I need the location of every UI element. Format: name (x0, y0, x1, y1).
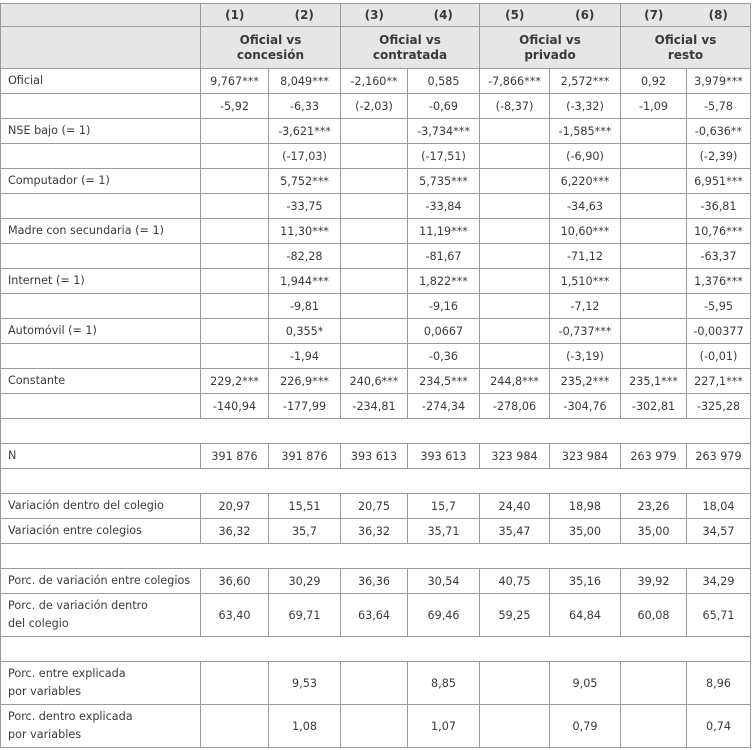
table-cell: (-0,01) (687, 344, 751, 369)
table-cell: -1,585*** (550, 119, 621, 144)
table-cell: -5,78 (687, 94, 751, 119)
table-cell: -63,37 (687, 244, 751, 269)
row-internet-t (1, 294, 751, 319)
table-cell: 0,585 (408, 69, 480, 94)
row-nse-t (1, 144, 751, 169)
column-number: (6) (550, 4, 621, 27)
table-cell: -0,00377 (687, 319, 751, 344)
table-cell: 63,40 (201, 594, 269, 637)
row-label: Internet (= 1) (1, 269, 201, 294)
table-cell (201, 269, 269, 294)
group-header-line1: Oficial vs (654, 32, 717, 47)
table-cell: 391 876 (269, 444, 341, 469)
table-cell: -140,94 (201, 394, 269, 419)
row-var-entre (1, 519, 751, 544)
row-label-line2: del colegio (8, 617, 69, 630)
table-cell: 36,32 (341, 519, 408, 544)
table-cell: 1,376*** (687, 269, 751, 294)
table-cell: 18,98 (550, 494, 621, 519)
row-porc-dentro (1, 594, 751, 637)
table-cell: -82,28 (269, 244, 341, 269)
table-cell: 40,75 (480, 569, 550, 594)
row-label: Constante (1, 369, 201, 394)
table-cell (480, 144, 550, 169)
table-cell: -36,81 (687, 194, 751, 219)
table-cell: 34,29 (687, 569, 751, 594)
table-cell: -0,69 (408, 94, 480, 119)
row-var-dentro (1, 494, 751, 519)
table-cell: 11,30*** (269, 219, 341, 244)
table-cell (201, 244, 269, 269)
table-cell (341, 294, 408, 319)
table-cell: 323 984 (480, 444, 550, 469)
table-cell: (-6,90) (550, 144, 621, 169)
table-cell: 8,049*** (269, 69, 341, 94)
column-number: (8) (687, 4, 751, 27)
table-cell (201, 119, 269, 144)
spacer-row (1, 419, 751, 444)
row-label: Variación dentro del colegio (1, 494, 201, 519)
row-porc-entre (1, 569, 751, 594)
table-cell: 1,822*** (408, 269, 480, 294)
table-cell: 30,54 (408, 569, 480, 594)
table-cell: 1,08 (269, 705, 341, 748)
table-cell: 0,79 (550, 705, 621, 748)
column-number: (1) (201, 4, 269, 27)
table-cell: 30,29 (269, 569, 341, 594)
table-cell: (-17,51) (408, 144, 480, 169)
table-cell: 35,00 (621, 519, 687, 544)
table-cell (201, 319, 269, 344)
table-cell: 18,04 (687, 494, 751, 519)
row-label (1, 94, 201, 119)
group-header-line1: Oficial vs (379, 32, 441, 47)
table-cell: -9,16 (408, 294, 480, 319)
table-cell: 65,71 (687, 594, 751, 637)
row-constante (1, 369, 751, 394)
table-cell: (-2,03) (341, 94, 408, 119)
table-cell: -5,92 (201, 94, 269, 119)
table-cell: 35,7 (269, 519, 341, 544)
group-header-line2: resto (667, 47, 704, 62)
table-cell: 240,6*** (341, 369, 408, 394)
table-cell: -3,621*** (269, 119, 341, 144)
table-cell: 59,25 (480, 594, 550, 637)
table-cell (341, 244, 408, 269)
table-cell: 10,76*** (687, 219, 751, 244)
table-cell: -71,12 (550, 244, 621, 269)
row-label-line2: por variables (8, 685, 82, 698)
table-cell: 35,47 (480, 519, 550, 544)
table-cell (480, 344, 550, 369)
table-cell (341, 705, 408, 748)
table-cell: 234,5*** (408, 369, 480, 394)
table-cell: 263 979 (687, 444, 751, 469)
table-cell: -81,67 (408, 244, 480, 269)
table-cell: 393 613 (408, 444, 480, 469)
table-cell (201, 294, 269, 319)
row-label (1, 705, 201, 748)
table-cell: 35,71 (408, 519, 480, 544)
row-constante-t (1, 394, 751, 419)
table-cell (480, 294, 550, 319)
row-label (1, 662, 201, 705)
table-cell: 63,64 (341, 594, 408, 637)
table-cell: -234,81 (341, 394, 408, 419)
table-cell: 2,572*** (550, 69, 621, 94)
table-cell: 263 979 (621, 444, 687, 469)
column-number: (3) (341, 4, 408, 27)
table-cell: 1,07 (408, 705, 480, 748)
row-label: Computador (= 1) (1, 169, 201, 194)
table-cell: 35,00 (550, 519, 621, 544)
table-cell: 15,7 (408, 494, 480, 519)
row-porc-entre-expl (1, 662, 751, 705)
table-cell: -5,95 (687, 294, 751, 319)
table-cell: 227,1*** (687, 369, 751, 394)
spacer-row (1, 469, 751, 494)
table-cell: 69,46 (408, 594, 480, 637)
table-cell (480, 705, 550, 748)
table-cell: 3,979*** (687, 69, 751, 94)
table-cell: 5,735*** (408, 169, 480, 194)
spacer-cell (201, 419, 751, 444)
table-cell: (-3,19) (550, 344, 621, 369)
row-label (1, 294, 201, 319)
row-label: Porc. de variación entre colegios (1, 569, 201, 594)
table-cell: 9,767*** (201, 69, 269, 94)
table-cell (621, 319, 687, 344)
column-number: (2) (269, 4, 341, 27)
row-label (1, 244, 201, 269)
table-cell (480, 244, 550, 269)
table-cell: 39,92 (621, 569, 687, 594)
table-cell (201, 144, 269, 169)
group-header-line2: concesión (236, 47, 305, 62)
header-column-numbers (1, 4, 751, 27)
row-automovil-t (1, 344, 751, 369)
table-cell (480, 119, 550, 144)
group-header (341, 27, 480, 69)
row-label-line1: Porc. dentro explicada (8, 710, 133, 723)
column-number: (4) (408, 4, 480, 27)
table-cell: 323 984 (550, 444, 621, 469)
row-label: Oficial (1, 69, 201, 94)
row-label (1, 194, 201, 219)
spacer-cell (1, 419, 201, 444)
table-cell: 0,355* (269, 319, 341, 344)
row-label: Madre con secundaria (= 1) (1, 219, 201, 244)
group-header-line2: contratada (372, 47, 448, 62)
column-number: (5) (480, 4, 550, 27)
row-nse (1, 119, 751, 144)
table-cell: 24,40 (480, 494, 550, 519)
row-porc-dentro-expl (1, 705, 751, 748)
table-cell: 20,97 (201, 494, 269, 519)
group-header-line1: Oficial vs (519, 32, 581, 47)
row-label-line1: Porc. entre explicada (8, 667, 126, 680)
table-cell: 69,71 (269, 594, 341, 637)
table-cell (201, 219, 269, 244)
group-header (621, 27, 751, 69)
table-cell (621, 244, 687, 269)
table-cell: 393 613 (341, 444, 408, 469)
table-cell: -325,28 (687, 394, 751, 419)
row-label-line2: por variables (8, 728, 82, 741)
table-cell: 0,92 (621, 69, 687, 94)
table-cell: 8,85 (408, 662, 480, 705)
row-label (1, 394, 201, 419)
table-cell: 6,220*** (550, 169, 621, 194)
table-cell: -304,76 (550, 394, 621, 419)
table-cell: -177,99 (269, 394, 341, 419)
header-corner (1, 27, 201, 69)
table-cell: 36,60 (201, 569, 269, 594)
table-cell: (-3,32) (550, 94, 621, 119)
spacer-cell (201, 637, 751, 662)
table-cell (341, 319, 408, 344)
table-cell (341, 662, 408, 705)
row-label: NSE bajo (= 1) (1, 119, 201, 144)
table-cell: -7,12 (550, 294, 621, 319)
table-cell (480, 194, 550, 219)
group-header (201, 27, 341, 69)
table-cell (480, 319, 550, 344)
table-cell: 64,84 (550, 594, 621, 637)
table-cell: 11,19*** (408, 219, 480, 244)
row-madre-t (1, 244, 751, 269)
table-cell (201, 169, 269, 194)
table-cell (201, 194, 269, 219)
table-cell: 229,2*** (201, 369, 269, 394)
table-cell: 244,8*** (480, 369, 550, 394)
table-cell (621, 169, 687, 194)
row-label (1, 144, 201, 169)
table-cell: -1,94 (269, 344, 341, 369)
row-label (1, 594, 201, 637)
table-cell: 1,944*** (269, 269, 341, 294)
table-cell: 20,75 (341, 494, 408, 519)
row-computador (1, 169, 751, 194)
row-madre (1, 219, 751, 244)
group-header-line1: Oficial vs (239, 32, 302, 47)
table-cell (341, 219, 408, 244)
row-n (1, 444, 751, 469)
row-label: N (1, 444, 201, 469)
regression-table (0, 3, 751, 748)
header-groups (1, 27, 751, 69)
table-cell: 10,60*** (550, 219, 621, 244)
table-cell (201, 662, 269, 705)
table-cell (201, 344, 269, 369)
table-cell: 34,57 (687, 519, 751, 544)
table-cell: -33,75 (269, 194, 341, 219)
spacer-cell (201, 544, 751, 569)
row-internet (1, 269, 751, 294)
table-cell: 23,26 (621, 494, 687, 519)
table-cell (621, 119, 687, 144)
spacer-row (1, 544, 751, 569)
spacer-cell (1, 544, 201, 569)
table-cell (621, 219, 687, 244)
table-cell (201, 705, 269, 748)
row-oficial (1, 69, 751, 94)
table-cell: -274,34 (408, 394, 480, 419)
table-cell (621, 344, 687, 369)
table-cell: -0,636** (687, 119, 751, 144)
row-label: Automóvil (= 1) (1, 319, 201, 344)
table-cell: 36,32 (201, 519, 269, 544)
table-cell (341, 169, 408, 194)
column-number: (7) (621, 4, 687, 27)
table-cell: 8,96 (687, 662, 751, 705)
table-cell (621, 662, 687, 705)
row-label (1, 344, 201, 369)
table-cell: -9,81 (269, 294, 341, 319)
table-cell (480, 219, 550, 244)
spacer-cell (1, 637, 201, 662)
table-cell: (-2,39) (687, 144, 751, 169)
table-cell: -33,84 (408, 194, 480, 219)
table-cell: 60,08 (621, 594, 687, 637)
table-cell (341, 119, 408, 144)
table-cell: -278,06 (480, 394, 550, 419)
header-corner (1, 4, 201, 27)
table-cell: 5,752*** (269, 169, 341, 194)
spacer-row (1, 637, 751, 662)
group-header (480, 27, 621, 69)
table-cell: -34,63 (550, 194, 621, 219)
row-automovil (1, 319, 751, 344)
table-cell (621, 194, 687, 219)
table-cell (621, 144, 687, 169)
table-cell: 9,53 (269, 662, 341, 705)
table-cell: -0,737*** (550, 319, 621, 344)
table-cell: (-8,37) (480, 94, 550, 119)
table-cell: 6,951*** (687, 169, 751, 194)
table-cell (341, 344, 408, 369)
table-cell (621, 705, 687, 748)
table-cell (480, 269, 550, 294)
table-cell: -2,160** (341, 69, 408, 94)
table-cell (480, 662, 550, 705)
table-cell: 15,51 (269, 494, 341, 519)
table-cell: 391 876 (201, 444, 269, 469)
table-cell: -3,734*** (408, 119, 480, 144)
table-cell: -7,866*** (480, 69, 550, 94)
table-cell (341, 144, 408, 169)
table-cell: 235,1*** (621, 369, 687, 394)
table-cell (621, 294, 687, 319)
table-cell: 9,05 (550, 662, 621, 705)
table-cell: 0,74 (687, 705, 751, 748)
table-cell: 36,36 (341, 569, 408, 594)
spacer-cell (201, 469, 751, 494)
table-cell: 1,510*** (550, 269, 621, 294)
group-header-line2: privado (524, 47, 576, 62)
table-cell (341, 269, 408, 294)
row-label: Variación entre colegios (1, 519, 201, 544)
spacer-cell (1, 469, 201, 494)
table-cell (621, 269, 687, 294)
table-cell (341, 194, 408, 219)
table-cell: (-17,03) (269, 144, 341, 169)
table-cell: -0,36 (408, 344, 480, 369)
table-cell: -302,81 (621, 394, 687, 419)
row-label-line1: Porc. de variación dentro (8, 599, 148, 612)
row-computador-t (1, 194, 751, 219)
table-cell: -1,09 (621, 94, 687, 119)
table-cell: 235,2*** (550, 369, 621, 394)
table-cell: 0,0667 (408, 319, 480, 344)
table-cell: -6,33 (269, 94, 341, 119)
row-oficial-t (1, 94, 751, 119)
table-cell (480, 169, 550, 194)
table-cell: 35,16 (550, 569, 621, 594)
table-cell: 226,9*** (269, 369, 341, 394)
